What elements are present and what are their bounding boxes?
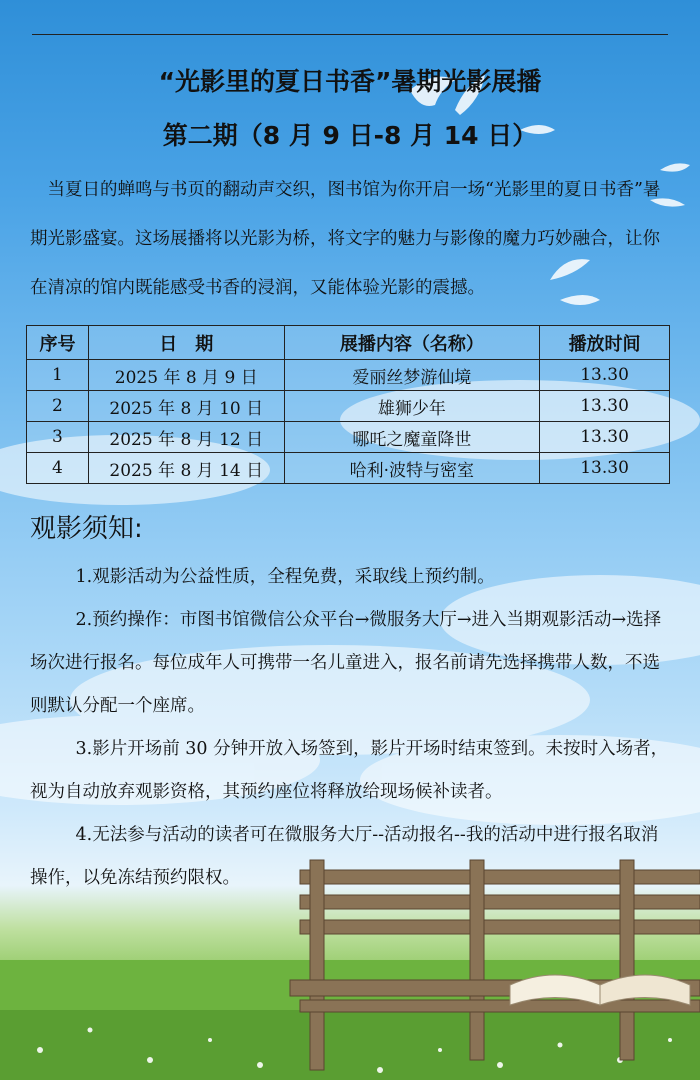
cell-time: 13.30 bbox=[540, 360, 670, 391]
cell-content: 雄狮少年 bbox=[284, 391, 540, 422]
cell-time: 13.30 bbox=[540, 453, 670, 484]
poster-subtitle: 第二期（8 月 9 日-8 月 14 日） bbox=[162, 121, 538, 150]
poster-title: “光影里的夏日书香”暑期光影展播 bbox=[158, 67, 542, 96]
table-row bbox=[27, 360, 670, 391]
cell-time: 13.30 bbox=[540, 391, 670, 422]
notice-item: 4.无法参与活动的读者可在微服务大厅--活动报名--我的活动中进行报名取消操作，以免冻结预约限权。 bbox=[30, 825, 659, 888]
notice-item: 1.观影活动为公益性质，全程免费，采取线上预约制。 bbox=[75, 567, 495, 587]
cell-index: 4 bbox=[27, 453, 89, 484]
cell-index: 2 bbox=[27, 391, 89, 422]
notice-list bbox=[30, 556, 672, 900]
table-row bbox=[27, 391, 670, 422]
header-time: 播放时间 bbox=[540, 326, 670, 360]
table-row bbox=[27, 453, 670, 484]
cell-content: 哪吒之魔童降世 bbox=[284, 422, 540, 453]
notice-item: 3.影片开场前 30 分钟开放入场签到，影片开场时结束签到。未按时入场者，视为自动放弃观影资格，其预约座位将释放给现场候补读者。 bbox=[30, 739, 669, 802]
intro-paragraph: 当夏日的蝉鸣与书页的翻动声交织，图书馆为你开启一场“光影里的夏日书香”暑期光影盛宴。这场展播将以光影为桥，将文字的魅力与影像的魔力巧妙融合，让你在清凉的馆内既能感受书香的浸润，又能体验光影的震撼。 bbox=[30, 180, 661, 298]
cell-content: 哈利·波特与密室 bbox=[284, 453, 540, 484]
header-content: 展播内容（名称） bbox=[284, 326, 540, 360]
cell-date: 2025 年 8 月 12 日 bbox=[88, 422, 284, 453]
cell-time: 13.30 bbox=[540, 422, 670, 453]
cell-date: 2025 年 8 月 9 日 bbox=[88, 360, 284, 391]
table-row bbox=[27, 422, 670, 453]
schedule-table bbox=[26, 325, 670, 484]
header-index: 序号 bbox=[27, 326, 89, 360]
cell-index: 3 bbox=[27, 422, 89, 453]
table-header-row bbox=[27, 326, 670, 360]
cell-date: 2025 年 8 月 14 日 bbox=[88, 453, 284, 484]
notice-heading: 观影须知: bbox=[30, 514, 143, 544]
notice-item: 2.预约操作：市图书馆微信公众平台→微服务大厅→进入当期观影活动→选择场次进行报名。每位成年人可携带一名儿童进入，报名前请先选择携带人数，不选则默认分配一个座席。 bbox=[30, 610, 662, 716]
cell-date: 2025 年 8 月 10 日 bbox=[88, 391, 284, 422]
cell-index: 1 bbox=[27, 360, 89, 391]
top-divider-line bbox=[32, 34, 668, 35]
cell-content: 爱丽丝梦游仙境 bbox=[284, 360, 540, 391]
header-date: 日 期 bbox=[88, 326, 284, 360]
